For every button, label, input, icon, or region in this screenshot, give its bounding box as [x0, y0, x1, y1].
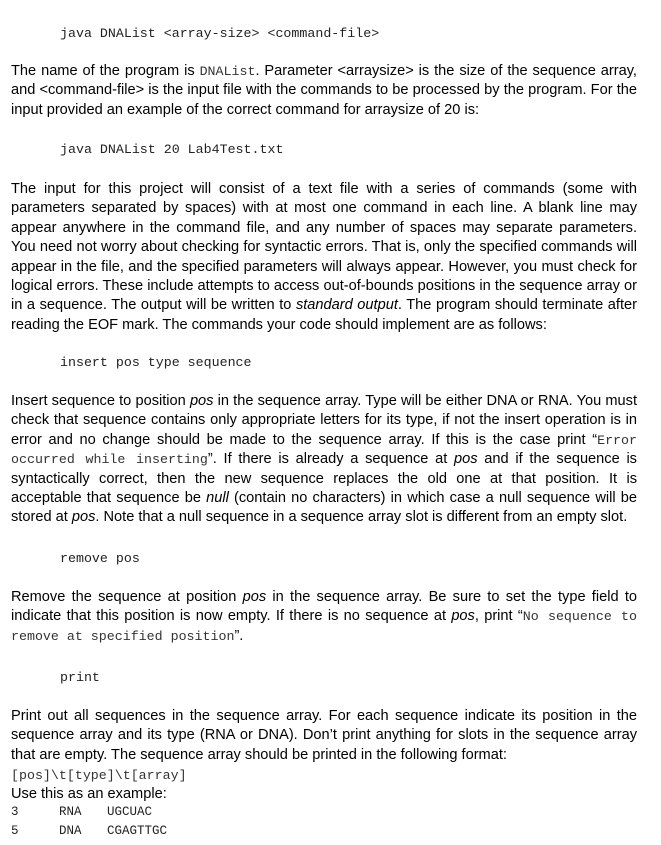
print-format-line: [pos]\t[type]\t[array] — [11, 768, 187, 783]
remove-error-message-code: No sequence to remove at specified position — [11, 609, 638, 644]
program-description-paragraph: The name of the program is DNAList. Parameter <arraysize> is the size of the sequence array, and <command-file> is the input file with the commands to be processed by the program. For the input provided an example of the correct command for arraysize of 20 is: — [11, 63, 637, 118]
example-intro-text: Use this as an example: — [11, 786, 167, 802]
example-row-sequence: UGCUAC — [107, 805, 153, 819]
input-description-paragraph: The input for this project will consist of a text file with a series of commands (some with parameters separated by spaces) with at most one command in each line. A blank line may appear anywhere in the command file, and any number of spaces may separate parameters. You need not worry about checking for syntactic errors. That is, only the specified commands will appear in the file, and the specified parameters will always appear. However, you must check for logical errors. These include attempts to access out-of-bounds positions in the sequence array or in a sequence. The output will be written to standard output. The program should terminate after reading the EOF mark. The commands your code should implement are as follows: — [11, 181, 637, 333]
example-row-sequence: CGAGTTGC — [107, 824, 168, 838]
example-row-pos: 3 — [11, 805, 19, 819]
insert-description-paragraph: Insert sequence to position pos in the sequence array. Type will be either DNA or RNA. You must check that sequence contains only appropriate letters for its type, if not the insert operation is in error and no change should be made to the sequence array. If this is the case print “Error occurred while inserting”. If there is already a sequence at pos and if the sequence is syntactically correct, then the new sequence replaces the old one at that position. It is acceptable that sequence be null (contain no characters) in which case a null sequence will be stored at pos. Note that a null sequence in a sequence array slot is different from an empty slot. — [11, 393, 637, 526]
insert-command-line: insert pos type sequence — [60, 355, 252, 370]
remove-command-line: remove pos — [60, 551, 140, 566]
usage-line: java DNAList <array-size> <command-file> — [60, 26, 380, 41]
insert-error-message-code: Error occurred while inserting — [11, 432, 637, 468]
example-command-line: java DNAList 20 Lab4Test.txt — [60, 142, 284, 157]
example-row-pos: 5 — [11, 824, 19, 838]
print-command-line: print — [60, 670, 100, 685]
example-row-type: DNA — [59, 824, 82, 838]
print-description-paragraph: Print out all sequences in the sequence array. For each sequence indicate its position in the sequence array and its type (RNA or DNA). Don’t print anything for slots in the sequence array that are empty. The sequence array should be printed in the following format: — [11, 708, 637, 763]
example-row-type: RNA — [59, 805, 82, 819]
remove-description-paragraph: Remove the sequence at position pos in the sequence array. Be sure to set the type field to indicate that this position is now empty. If there is no sequence at pos, print “No sequence to remove at specified position”. — [11, 589, 638, 644]
program-name-code: DNAList — [199, 64, 256, 79]
